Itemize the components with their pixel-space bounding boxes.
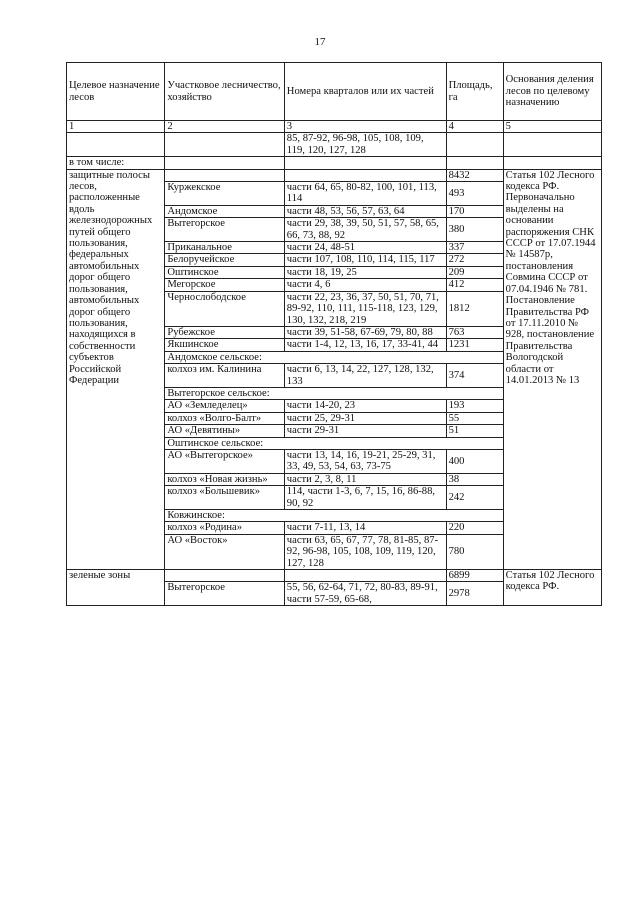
quarters: части 13, 14, 16, 19-21, 25-29, 31, 33, 49, 53, 54, 63, 73-75 — [284, 449, 446, 473]
forestry-name: колхоз «Новая жизнь» — [165, 473, 284, 485]
forestry-name: Андомское сельское: — [165, 351, 503, 363]
header-purpose: Целевое назначение лесов — [67, 63, 165, 121]
area: 220 — [446, 522, 503, 534]
header-quarters: Номера кварталов или их частей — [284, 63, 446, 121]
including-label: в том числе: — [67, 157, 165, 169]
quarters: части 29-31 — [284, 425, 446, 437]
area: 380 — [446, 218, 503, 242]
area: 1812 — [446, 291, 503, 326]
forestry-name: АО «Земледелец» — [165, 400, 284, 412]
protective-basis: Статья 102 Лесного кодекса РФ. Первоначально выделены на основании распоряжения СНК СССР от 17.07.1944 № 14587р, постановления Совмина СССР от 07.04.1946 № 781. Постановление Правительства РФ от 17.11.2010 № 928, постановление Правительства Вологодской области от 14.01.2013 № 13 — [503, 169, 601, 569]
col-number: 3 — [284, 121, 446, 133]
quarters: 114, части 1-3, 6, 7, 15, 16, 86-88, 90, 92 — [284, 486, 446, 510]
green-quarters: 55, 56, 62-64, 71, 72, 80-83, 89-91, части 57-59, 65-68, — [284, 582, 446, 606]
quarters: части 48, 53, 56, 57, 63, 64 — [284, 205, 446, 217]
header-area: Площадь, га — [446, 63, 503, 121]
quarters: части 63, 65, 67, 77, 78, 81-85, 87-92, 96-98, 105, 108, 109, 119, 120, 127, 128 — [284, 534, 446, 569]
quarters: части 2, 3, 8, 11 — [284, 473, 446, 485]
header-row — [67, 63, 602, 121]
forestry-name: Чернослободское — [165, 291, 284, 326]
forestry-name: Якшинское — [165, 339, 284, 351]
area: 763 — [446, 326, 503, 338]
protective-total-area: 8432 — [446, 169, 503, 181]
forestry-name: Мегорское — [165, 279, 284, 291]
quarters: части 14-20, 23 — [284, 400, 446, 412]
page-number: 17 — [314, 36, 326, 48]
area: 55 — [446, 412, 503, 424]
col-number: 5 — [503, 121, 601, 133]
protective-purpose: защитные полосы лесов, расположенные вдоль железнодорожных путей общего пользования, федеральных автомобильных дорог общего пользования, автомобильных дорог общего пользования, находящихся в собственности субъектов Российской Федерации — [67, 169, 165, 569]
forestry-name: Оштинское — [165, 266, 284, 278]
quarters: части 6, 13, 14, 22, 127, 128, 132, 133 — [284, 364, 446, 388]
area: 1231 — [446, 339, 503, 351]
continuation-row — [67, 133, 602, 157]
column-number-row — [67, 121, 602, 133]
col-number: 2 — [165, 121, 284, 133]
including-row — [67, 157, 602, 169]
green-purpose: зеленые зоны — [67, 570, 165, 606]
quarters: части 4, 6 — [284, 279, 446, 291]
quarters: части 39, 51-58, 67-69, 79, 80, 88 — [284, 326, 446, 338]
quarters: части 18, 19, 25 — [284, 266, 446, 278]
quarters: части 25, 29-31 — [284, 412, 446, 424]
area: 493 — [446, 182, 503, 206]
green-total-area: 6899 — [446, 570, 503, 582]
col-number: 4 — [446, 121, 503, 133]
forestry-name: Вытегорское сельское: — [165, 387, 503, 399]
quarters: части 7-11, 13, 14 — [284, 522, 446, 534]
quarters: части 24, 48-51 — [284, 242, 446, 254]
forestry-name: Андомское — [165, 205, 284, 217]
area: 51 — [446, 425, 503, 437]
area: 242 — [446, 486, 503, 510]
area: 780 — [446, 534, 503, 569]
area: 374 — [446, 364, 503, 388]
forestry-name: колхоз им. Калинина — [165, 364, 284, 388]
col-number: 1 — [67, 121, 165, 133]
forestry-name: Ковжинское: — [165, 510, 503, 522]
forestry-name: колхоз «Родина» — [165, 522, 284, 534]
forestry-name: колхоз «Большевик» — [165, 486, 284, 510]
green-total-row — [67, 570, 602, 582]
area: 193 — [446, 400, 503, 412]
header-basis: Основания деления лесов по целевому назначению — [503, 63, 601, 121]
quarters: части 29, 38, 39, 50, 51, 57, 58, 65, 66, 73, 88, 92 — [284, 218, 446, 242]
forestry-name: колхоз «Волго-Балт» — [165, 412, 284, 424]
green-basis: Статья 102 Лесного кодекса РФ. — [503, 570, 601, 606]
forest-purpose-table — [66, 62, 602, 606]
protective-total-row — [67, 169, 602, 181]
forestry-name: Приканальное — [165, 242, 284, 254]
green-area: 2978 — [446, 582, 503, 606]
forestry-name: АО «Девятины» — [165, 425, 284, 437]
area: 400 — [446, 449, 503, 473]
quarters: части 107, 108, 110, 114, 115, 117 — [284, 254, 446, 266]
quarters: части 1-4, 12, 13, 16, 17, 33-41, 44 — [284, 339, 446, 351]
forestry-name: Куржекское — [165, 182, 284, 206]
quarters: части 64, 65, 80-82, 100, 101, 113, 114 — [284, 182, 446, 206]
forestry-name: Вытегорское — [165, 218, 284, 242]
forestry-name: Белоручейское — [165, 254, 284, 266]
area: 209 — [446, 266, 503, 278]
forestry-name: АО «Вытегорское» — [165, 449, 284, 473]
area: 170 — [446, 205, 503, 217]
forestry-name: Рубежское — [165, 326, 284, 338]
quarters: части 22, 23, 36, 37, 50, 51, 70, 71, 89-92, 110, 111, 115-118, 123, 129, 130, 132, 218, 219 — [284, 291, 446, 326]
area: 337 — [446, 242, 503, 254]
green-forestry: Вытегорское — [165, 582, 284, 606]
header-forestry: Участковое лесничество, хозяйство — [165, 63, 284, 121]
continuation-quarters: 85, 87-92, 96-98, 105, 108, 109, 119, 120, 127, 128 — [284, 133, 446, 157]
forestry-name: Оштинское сельское: — [165, 437, 503, 449]
area: 38 — [446, 473, 503, 485]
area: 272 — [446, 254, 503, 266]
area: 412 — [446, 279, 503, 291]
forestry-name: АО «Восток» — [165, 534, 284, 569]
